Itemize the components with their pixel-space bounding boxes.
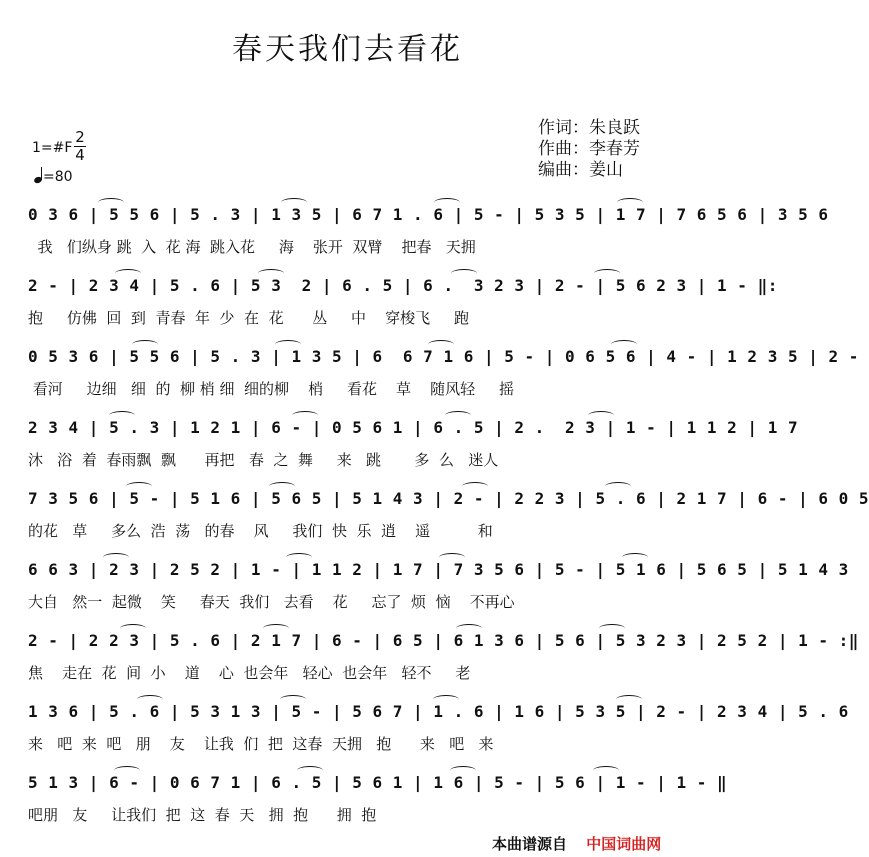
source-label: 本曲谱源自 — [492, 835, 568, 853]
notation-line: 1 3 6 | 5 . 6 | 5 3 1 3 | 5 - | 5 6 7 | 1 . 6 | 1 6 | 5 3 5 | 2 - | 2 3 4 | 5 . 6 — [28, 702, 849, 721]
slur-mark — [292, 411, 318, 420]
time-signature-top: 2 — [75, 128, 85, 146]
slur-mark — [286, 553, 312, 562]
score — [28, 198, 869, 837]
song-title: 春天我们去看花 — [232, 32, 463, 67]
slur-mark — [445, 411, 471, 420]
slur-mark — [462, 482, 488, 491]
key-signature: 1=#F — [32, 140, 73, 156]
slur-mark — [103, 553, 129, 562]
slur-mark — [263, 624, 289, 633]
slur-mark — [297, 766, 323, 775]
time-signature-bottom: 4 — [75, 146, 85, 164]
composer-credit: 作曲：李春芳 — [538, 139, 640, 159]
lyrics-line: 焦 走在 花 间 小 道 心 也会年 轻心 也会年 轻不 老 — [28, 664, 471, 682]
slur-mark — [132, 340, 158, 349]
notation-line: 0 5 3 6 | 5 5 6 | 5 . 3 | 1 3 5 | 6 6 7 1 6 | 5 - | 0 6 5 6 | 4 - | 1 2 3 5 | 2 - — [28, 347, 859, 366]
slur-mark — [593, 766, 619, 775]
lyrics-line: 吧朋 友 让我们 把 这 春 天 拥 抱 拥 抱 — [28, 806, 377, 824]
lyrics-line: 我 们纵身 跳 入 花 海 跳入花 海 张开 双臂 把春 天拥 — [28, 238, 476, 256]
score-system — [28, 624, 859, 695]
slur-mark — [611, 340, 637, 349]
score-system — [28, 553, 849, 624]
slur-mark — [275, 340, 301, 349]
lyrics-line: 沐 浴 着 春雨飘 飘 再把 春 之 舞 来 跳 多 么 迷人 — [28, 451, 499, 469]
slur-mark — [120, 624, 146, 633]
score-system — [28, 766, 728, 837]
score-system — [28, 482, 869, 553]
slur-mark — [616, 695, 642, 704]
slur-mark — [269, 482, 295, 491]
slur-mark — [280, 695, 306, 704]
slur-mark — [115, 269, 141, 278]
slur-mark — [109, 411, 135, 420]
slur-mark — [434, 198, 460, 207]
notation-line: 2 - | 2 2 3 | 5 . 6 | 2 1 7 | 6 - | 6 5 | 6 1 3 6 | 5 6 | 5 3 2 3 | 2 5 2 | 1 - :‖ — [28, 631, 859, 650]
slur-mark — [114, 766, 140, 775]
slur-mark — [622, 553, 648, 562]
slur-mark — [456, 624, 482, 633]
notation-line: 2 3 4 | 5 . 3 | 1 2 1 | 6 - | 0 5 6 1 | 6 . 5 | 2 . 2 3 | 1 - | 1 1 2 | 1 7 — [28, 418, 799, 437]
slur-mark — [588, 411, 614, 420]
slur-mark — [451, 269, 477, 278]
site-name: 中国词曲网 — [586, 835, 662, 853]
slur-mark — [433, 695, 459, 704]
slur-mark — [439, 553, 465, 562]
lyrics-line: 大自 然一 起微 笑 春天 我们 去看 花 忘了 烦 恼 不再心 — [28, 593, 515, 611]
score-system — [28, 340, 859, 411]
score-system — [28, 695, 849, 766]
slur-mark — [137, 695, 163, 704]
lyrics-line: 的花 草 多么 浩 荡 的春 风 我们 快 乐 逍 遥 和 — [28, 522, 493, 540]
slur-mark — [98, 198, 124, 207]
score-system — [28, 411, 799, 482]
slur-mark — [599, 624, 625, 633]
notation-line: 7 3 5 6 | 5 - | 5 1 6 | 5 6 5 | 5 1 4 3 | 2 - | 2 2 3 | 5 . 6 | 2 1 7 | 6 - | 6 0 5 — [28, 489, 869, 508]
slur-mark — [617, 198, 643, 207]
tempo-marking — [34, 169, 73, 185]
slur-mark — [428, 340, 454, 349]
arranger-credit: 编曲：姜山 — [538, 160, 623, 180]
score-system — [28, 198, 829, 269]
notation-line: 2 - | 2 3 4 | 5 . 6 | 5 3 2 | 6 . 5 | 6 . 3 2 3 | 2 - | 5 6 2 3 | 1 - ‖: — [28, 276, 778, 295]
slur-mark — [450, 766, 476, 775]
slur-mark — [594, 269, 620, 278]
quarter-note-icon — [34, 169, 43, 183]
slur-mark — [605, 482, 631, 491]
footer — [492, 833, 661, 854]
notation-line: 0 3 6 | 5 5 6 | 5 . 3 | 1 3 5 | 6 7 1 . 6 | 5 - | 5 3 5 | 1 7 | 7 6 5 6 | 3 5 6 — [28, 205, 829, 224]
slur-mark — [281, 198, 307, 207]
lyrics-line: 看河 边细 细 的 柳 梢 细 细的柳 梢 看花 草 随风轻 摇 — [28, 380, 514, 398]
time-signature — [74, 130, 86, 163]
slur-mark — [126, 482, 152, 491]
tempo-value: =80 — [43, 169, 73, 185]
lyrics-line: 抱 仿佛 回 到 青春 年 少 在 花 丛 中 穿梭飞 跑 — [28, 309, 469, 327]
credits — [538, 118, 640, 181]
lyrics-line: 来 吧 来 吧 朋 友 让我 们 把 这春 天拥 抱 来 吧 来 — [28, 735, 494, 753]
slur-mark — [258, 269, 284, 278]
score-system — [28, 269, 778, 340]
notation-line: 5 1 3 | 6 - | 0 6 7 1 | 6 . 5 | 5 6 1 | 1 6 | 5 - | 5 6 | 1 - | 1 - ‖ — [28, 773, 728, 792]
lyricist-credit: 作词：朱良跃 — [538, 118, 640, 138]
notation-line: 6 6 3 | 2 3 | 2 5 2 | 1 - | 1 1 2 | 1 7 | 7 3 5 6 | 5 - | 5 1 6 | 5 6 5 | 5 1 4 3 — [28, 560, 849, 579]
